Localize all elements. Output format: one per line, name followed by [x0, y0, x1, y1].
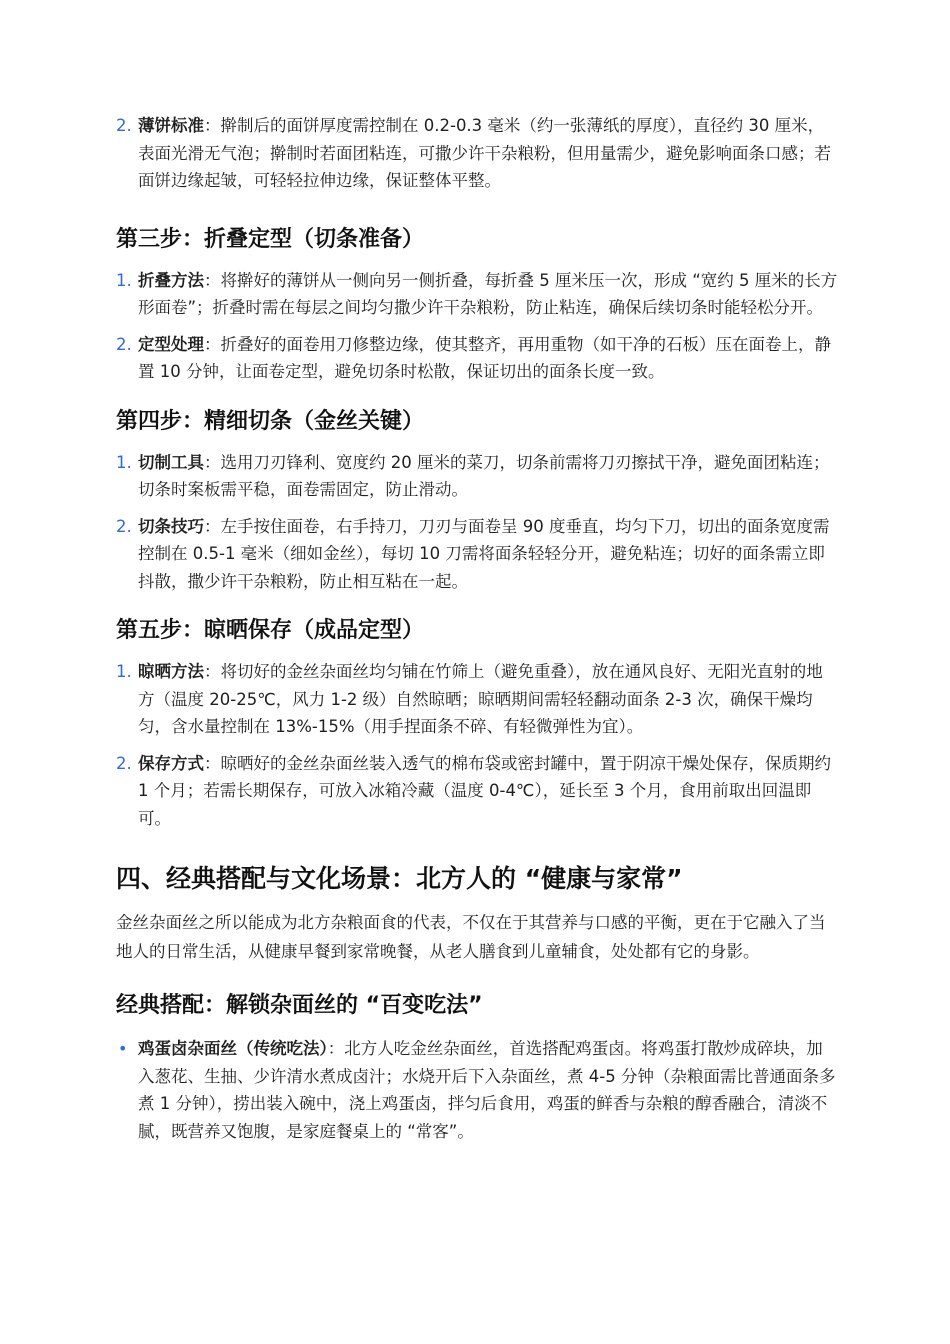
- item-text: ：晾晒好的金丝杂面丝装入透气的棉布袋或密封罐中，置于阴凉干燥处保存，保质期约 1 个月；若需长期保存，可放入冰箱冷藏（温度 0-4℃），延长至 3 个月，食用前取出回温即可。: [138, 753, 831, 828]
- item-text: ：擀制后的面饼厚度需控制在 0.2-0.3 毫米（约一张薄纸的厚度），直径约 30 厘米，表面光滑无气泡；擀制时若面团粘连，可撒少许干杂粮粉，但用量需少，避免影响面条口感；若面饼边缘起皱，可轻轻拉伸边缘，保证整体平整。: [138, 116, 831, 190]
- classic-list: [116, 1035, 838, 1145]
- item-text: ：左手按住面卷，右手持刀，刀刃与面卷呈 90 度垂直，均匀下刀，切出的面条宽度需控制在 0.5-1 毫米（细如金丝），每切 10 刀需将面条轻轻分开，避免粘连；切好的面条需立即抖散，撒少许干杂粮粉，防止相互粘在一起。: [138, 516, 830, 591]
- item-label: 薄饼标准: [138, 116, 204, 135]
- list-item: [116, 112, 838, 195]
- list-item: [116, 658, 838, 741]
- item-label: 切条技巧: [138, 516, 204, 536]
- item-text: ：折叠好的面卷用刀修整边缘，使其整齐，再用重物（如干净的石板）压在面卷上，静置 10 分钟，让面卷定型，避免切条时松散，保证切出的面条长度一致。: [138, 334, 831, 381]
- list-number: 2.: [116, 116, 132, 135]
- list-item: [116, 449, 838, 504]
- step2-list: [116, 112, 838, 195]
- item-label: 晾晒方法: [138, 662, 204, 681]
- item-label: 保存方式: [138, 753, 204, 773]
- item-label: 切制工具: [138, 452, 204, 472]
- list-number: 2.: [116, 516, 132, 536]
- section4-intro: 金丝杂面丝之所以能成为北方杂粮面食的代表，不仅在于其营养与口感的平衡，更在于它融入了当地人的日常生活，从健康早餐到家常晚餐，从老人膳食到儿童辅食，处处都有它的身影。: [116, 913, 826, 961]
- item-text: ：将切好的金丝杂面丝均匀铺在竹筛上（避免重叠），放在通风良好、无阳光直射的地方（温度 20-25℃，风力 1-2 级）自然晾晒；晾晒期间需轻轻翻动面条 2-3 次，确保干燥均匀，含水量控制在 13%-15%（用手捏面条不碎、有轻微弹性为宜）。: [138, 662, 823, 736]
- item-label: 定型处理: [138, 334, 204, 354]
- step3-list: [116, 267, 838, 386]
- list-number: 2.: [116, 753, 132, 773]
- list-number: 1.: [116, 270, 132, 290]
- step4-list: [116, 449, 838, 596]
- item-text: ：北方人吃金丝杂面丝，首选搭配鸡蛋卤。将鸡蛋打散炒成碎块，加入葱花、生抽、少许清水煮成卤汁；水烧开后下入杂面丝，煮 4-5 分钟（杂粮面需比普通面条多煮 1 分钟），捞出装入碗中，浇上鸡蛋卤，拌匀后食用，鸡蛋的鲜香与杂粮的醇香融合，清淡不腻，既营养又饱腹，是家庭餐桌上的 “常客”。: [138, 1039, 836, 1141]
- document-content: [116, 112, 838, 1145]
- step3-heading: 第三步：折叠定型（切条准备）: [116, 226, 425, 252]
- section4-heading: 四、经典搭配与文化场景：北方人的 “健康与家常”: [116, 864, 683, 893]
- classic-heading: 经典搭配：解锁杂面丝的 “百变吃法”: [116, 993, 483, 1018]
- list-item: [116, 513, 838, 596]
- list-number: 2.: [116, 334, 132, 354]
- list-item: [116, 1035, 838, 1145]
- list-item: [116, 267, 838, 322]
- item-text: ：将擀好的薄饼从一侧向另一侧折叠，每折叠 5 厘米压一次，形成 “宽约 5 厘米的长方形面卷”；折叠时需在每层之间均匀撒少许干杂粮粉，防止粘连，确保后续切条时能轻松分开。: [138, 270, 838, 317]
- item-label: 鸡蛋卤杂面丝（传统吃法）: [138, 1039, 328, 1058]
- list-number: 1.: [116, 662, 132, 681]
- list-item: [116, 750, 838, 833]
- list-number: 1.: [116, 452, 132, 472]
- step4-heading: 第四步：精细切条（金丝关键）: [116, 408, 425, 434]
- step5-heading: 第五步：晾晒保存（成品定型）: [116, 618, 425, 643]
- item-text: ：选用刀刃锋利、宽度约 20 厘米的菜刀，切条前需将刀刃擦拭干净，避免面团粘连；切条时案板需平稳，面卷需固定，防止滑动。: [138, 452, 830, 499]
- bullet-dot: •: [118, 1039, 128, 1058]
- list-item: [116, 331, 838, 386]
- item-label: 折叠方法: [138, 270, 204, 290]
- step5-list: [116, 658, 838, 832]
